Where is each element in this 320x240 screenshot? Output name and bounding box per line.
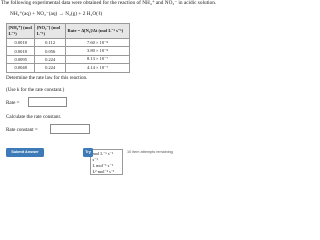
reaction-equation: NH₄⁺(aq) + NO₂⁻(aq) → N₂(g) + 2 H₂O(ℓ): [10, 11, 103, 17]
table-row: [7, 39, 130, 47]
unit-option[interactable]: L² mol⁻² s⁻¹: [92, 169, 115, 175]
rate-constant-input[interactable]: [50, 124, 90, 134]
table-row: [7, 64, 130, 72]
table-cell: 0.224: [35, 55, 66, 63]
table-cell: 0.0018: [7, 47, 35, 55]
try-again-button[interactable]: Try: [83, 148, 93, 157]
table-cell: 4.14 × 10⁻⁷: [66, 64, 130, 72]
table-row: [7, 47, 130, 55]
submit-answer-button[interactable]: Submit Answer: [6, 148, 44, 157]
column-header: [NH₄⁺] (mol L⁻¹): [7, 24, 35, 39]
table-cell: 0.0018: [7, 39, 35, 47]
unit-option[interactable]: s⁻¹: [92, 156, 98, 162]
rate-law-input[interactable]: [28, 97, 67, 107]
table-cell: 0.0048: [7, 64, 35, 72]
rate-constant-unit-list[interactable]: [90, 149, 123, 175]
experimental-data-table: [6, 23, 130, 73]
rate-label: Rate =: [6, 100, 20, 106]
unit-option[interactable]: L mol⁻¹ s⁻¹: [92, 162, 114, 168]
table-cell: 7.60 × 10⁻⁸: [66, 39, 130, 47]
rate-constant-hint: (Use k for the rate constant.): [6, 87, 65, 93]
rate-constant-question: Calculate the rate constant.: [6, 114, 62, 120]
unit-option[interactable]: mol L⁻¹ s⁻¹: [92, 150, 114, 156]
table-cell: 8.13 × 10⁻⁷: [66, 55, 130, 63]
table-cell: 0.056: [35, 47, 66, 55]
question-intro: The following experimental data were obtained for the reaction of NH₄⁺ and NO₂⁻ in acidic solution.: [1, 0, 217, 6]
attempts-remaining: 10 item attempts remaining: [127, 150, 173, 154]
table-cell: 0.112: [35, 39, 66, 47]
column-header: [NO₂⁻] (mol L⁻¹): [35, 24, 66, 39]
table-row: [7, 55, 130, 63]
rate-constant-label: Rate constant =: [6, 127, 38, 133]
table-header-row: [7, 24, 130, 39]
table-cell: 3.80 × 10⁻⁸: [66, 47, 130, 55]
table-cell: 0.224: [35, 64, 66, 72]
rate-law-question: Determine the rate law for this reaction.: [6, 75, 88, 81]
column-header: Rate = Δ[N₂]/Δt (mol L⁻¹ s⁻¹): [66, 24, 130, 39]
table-cell: 0.0095: [7, 55, 35, 63]
